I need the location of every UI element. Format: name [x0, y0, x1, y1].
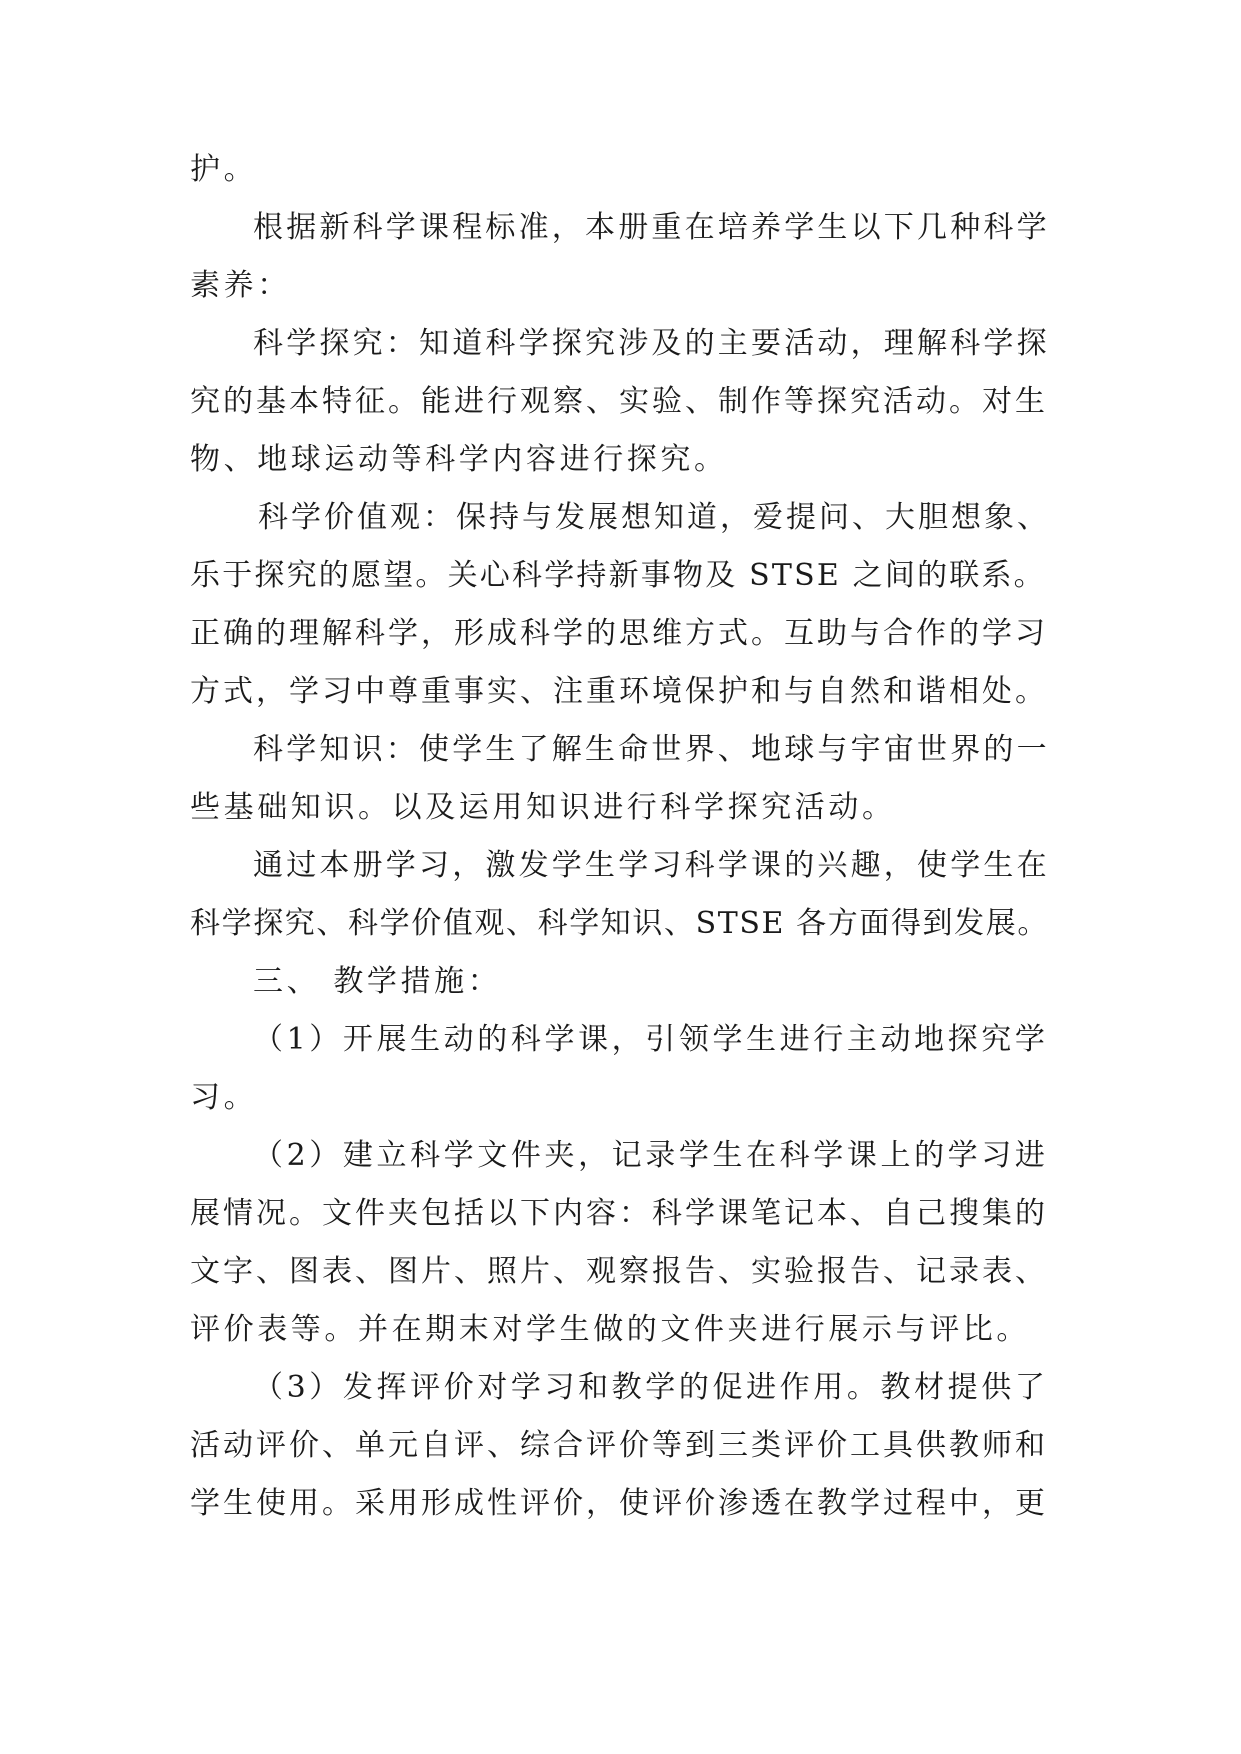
text-line: 习。: [190, 1080, 258, 1115]
text-line: 方式，学习中尊重事实、注重环境保护和与自然和谐相处。: [190, 674, 1048, 709]
text-line: 学生使用。采用形成性评价，使评价渗透在教学过程中，更: [190, 1486, 1048, 1521]
list-item-3: （3）发挥评价对学习和教学的促进作用。教材提供了: [253, 1370, 1049, 1405]
text-line: 乐于探究的愿望。关心科学持新事物及 STSE 之间的联系。: [190, 558, 1046, 593]
paragraph-first-line: 根据新科学课程标准，本册重在培养学生以下几种科学: [253, 210, 1050, 245]
text-line: 些基础知识。以及运用知识进行科学探究活动。: [190, 790, 896, 825]
paragraph-first-line: 科学知识：使学生了解生命世界、地球与宇宙世界的一: [253, 732, 1050, 767]
paragraph-first-line: 科学价值观：保持与发展想知道，爱提问、大胆想象、: [258, 500, 1050, 535]
text-line: 素养：: [190, 268, 291, 303]
text-line: 正确的理解科学，形成科学的思维方式。互助与合作的学习: [190, 616, 1048, 651]
list-item-1: （1）开展生动的科学课，引领学生进行主动地探究学: [253, 1022, 1049, 1057]
text-line: 物、地球运动等科学内容进行探究。: [190, 442, 728, 477]
text-line: 究的基本特征。能进行观察、实验、制作等探究活动。对生: [190, 384, 1048, 419]
text-line: 科学探究、科学价值观、科学知识、STSE 各方面得到发展。: [190, 906, 1049, 941]
text-line: 展情况。文件夹包括以下内容：科学课笔记本、自己搜集的: [190, 1196, 1048, 1231]
text-line: 评价表等。并在期末对学生做的文件夹进行展示与评比。: [190, 1312, 1030, 1347]
paragraph-first-line: 科学探究：知道科学探究涉及的主要活动，理解科学探: [253, 326, 1050, 361]
paragraph-first-line: 通过本册学习，激发学生学习科学课的兴趣，使学生在: [253, 848, 1050, 883]
text-line: 文字、图表、图片、照片、观察报告、实验报告、记录表、: [190, 1254, 1048, 1289]
list-item-2: （2）建立科学文件夹，记录学生在科学课上的学习进: [253, 1138, 1049, 1173]
text-line: 活动评价、单元自评、综合评价等到三类评价工具供教师和: [190, 1428, 1048, 1463]
section-heading: 三、 教学措施：: [253, 964, 502, 999]
text-line: 护。: [190, 152, 258, 187]
